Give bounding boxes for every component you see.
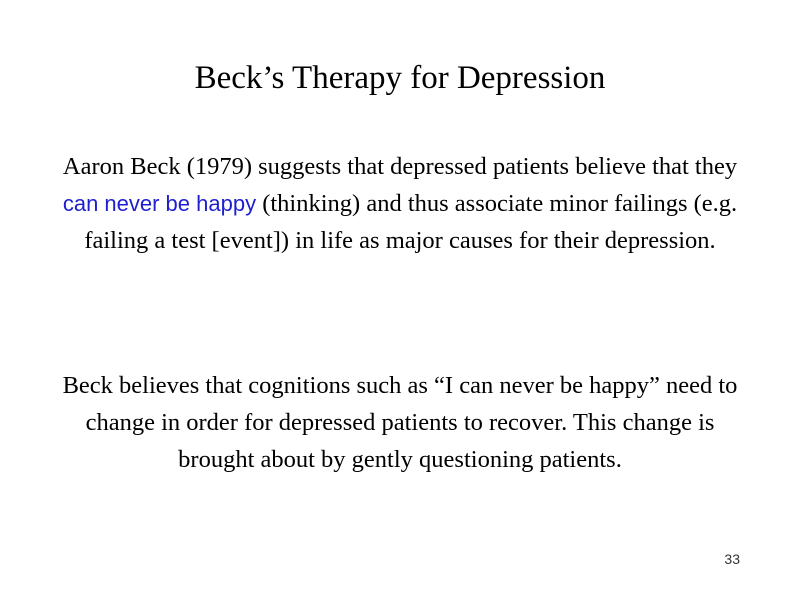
paragraph-beck-suggestion (60, 148, 740, 259)
paragraph-text-after: (thinking) and thus associate minor failings (e.g. failing a test [event]) in life as major causes for their depression. (84, 190, 738, 254)
page-number: 33 (724, 551, 740, 567)
paragraph-text-before: Aaron Beck (1979) suggests that depressed patients believe that they (62, 153, 738, 180)
highlighted-phrase: can never be happy (62, 191, 257, 216)
paragraph-cognition-change: Beck believes that cognitions such as “I can never be happy” need to change in order for depressed patients to recover. This change is brought about by gently questioning patients. (62, 372, 738, 473)
slide-title: Beck’s Therapy for Depression (194, 60, 606, 96)
